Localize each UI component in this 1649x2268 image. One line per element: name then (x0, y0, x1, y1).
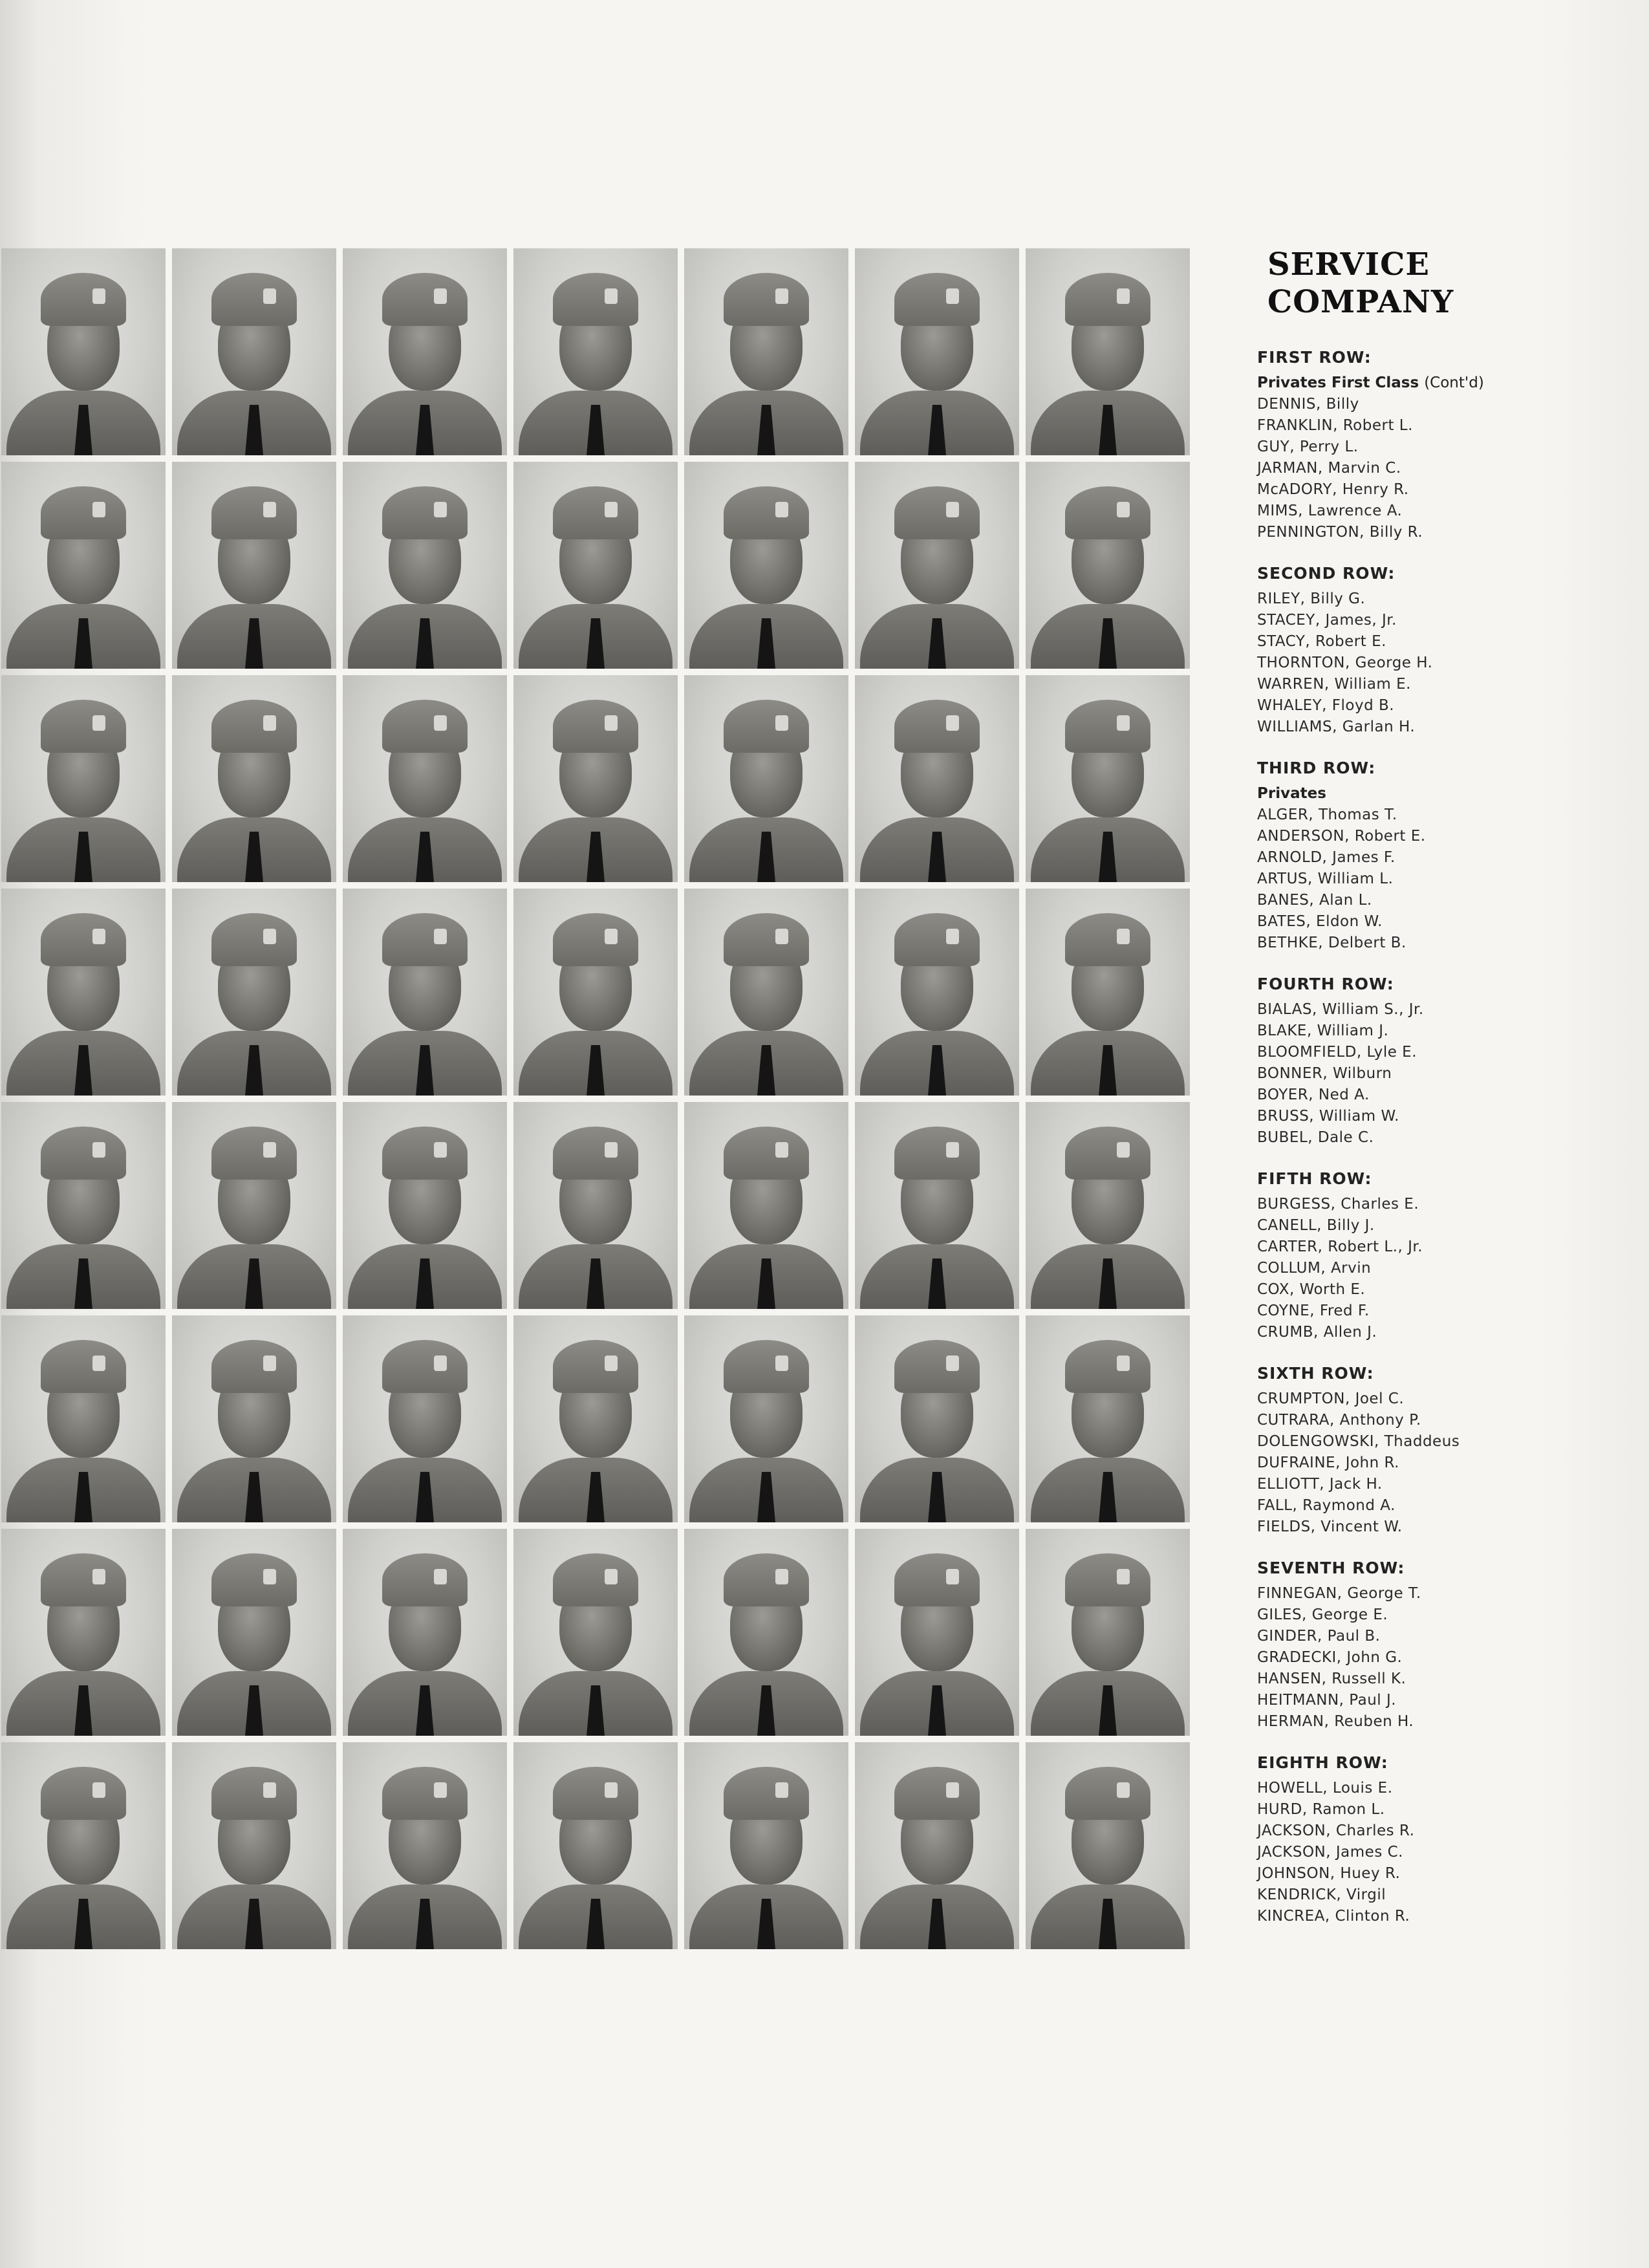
garrison-cap (724, 1767, 809, 1820)
cap-insignia-icon (775, 1355, 788, 1371)
garrison-cap (553, 486, 638, 539)
cap-insignia-icon (1117, 288, 1130, 304)
garrison-cap (41, 1340, 126, 1393)
garrison-cap (41, 1127, 126, 1180)
portrait-photo (684, 1529, 848, 1736)
portrait-photo (513, 675, 678, 882)
portrait-photo (172, 1102, 336, 1309)
portrait-photo (343, 248, 507, 455)
cap-insignia-icon (605, 1355, 618, 1371)
garrison-cap (894, 273, 980, 326)
garrison-cap (41, 1553, 126, 1606)
cap-insignia-icon (92, 1782, 105, 1798)
roster-name: BIALAS, William S., Jr. (1257, 1001, 1424, 1018)
cap-insignia-icon (263, 929, 276, 944)
portrait-photo (1, 248, 166, 455)
portrait-photo (172, 462, 336, 669)
cap-insignia-icon (92, 502, 105, 517)
portrait-photo (1026, 1102, 1190, 1309)
cap-insignia-icon (263, 1782, 276, 1798)
cap-insignia-icon (946, 1142, 959, 1158)
roster-section (1257, 347, 1619, 543)
roster-name: WILLIAMS, Garlan H. (1257, 718, 1416, 735)
cap-insignia-icon (92, 1142, 105, 1158)
garrison-cap (211, 1127, 297, 1180)
cap-insignia-icon (92, 1569, 105, 1584)
title-line-2: COMPANY (1267, 284, 1454, 320)
garrison-cap (894, 1340, 980, 1393)
portrait-photo (513, 889, 678, 1096)
roster-name: HERMAN, Reuben H. (1257, 1713, 1414, 1730)
roster-name: DOLENGOWSKI, Thaddeus (1257, 1433, 1460, 1450)
cap-insignia-icon (946, 929, 959, 944)
portrait-photo (1, 1742, 166, 1949)
roster-name: BUBEL, Dale C. (1257, 1129, 1374, 1146)
roster-name: FALL, Raymond A. (1257, 1497, 1396, 1514)
cap-insignia-icon (775, 1569, 788, 1584)
garrison-cap (553, 1340, 638, 1393)
roster-name: GILES, George E. (1257, 1606, 1388, 1623)
roster-name: JACKSON, James C. (1257, 1844, 1403, 1861)
garrison-cap (382, 1127, 468, 1180)
roster-section (1257, 1363, 1619, 1538)
portrait-photo (855, 462, 1019, 669)
portrait-photo (1, 1315, 166, 1522)
roster-name: COLLUM, Arvin (1257, 1260, 1372, 1277)
cap-insignia-icon (1117, 1142, 1130, 1158)
portrait-photo (684, 1742, 848, 1949)
rank-label: Privates (1257, 785, 1326, 802)
portrait-photo (1026, 1529, 1190, 1736)
garrison-cap (382, 1553, 468, 1606)
roster-name: CRUMB, Allen J. (1257, 1324, 1377, 1341)
roster-section (1257, 1752, 1619, 1927)
garrison-cap (382, 913, 468, 966)
portrait-photo (855, 889, 1019, 1096)
portrait-photo (1026, 462, 1190, 669)
portrait-photo (1, 1102, 166, 1309)
roster-name: PENNINGTON, Billy R. (1257, 524, 1423, 541)
cap-insignia-icon (434, 1355, 447, 1371)
garrison-cap (553, 1553, 638, 1606)
roster-section (1257, 1557, 1619, 1733)
garrison-cap (724, 486, 809, 539)
rank-note: (Cont'd) (1424, 374, 1484, 391)
garrison-cap (1065, 700, 1150, 753)
garrison-cap (211, 1340, 297, 1393)
roster-name: CANELL, Billy J. (1257, 1217, 1375, 1234)
garrison-cap (41, 273, 126, 326)
garrison-cap (1065, 1340, 1150, 1393)
cap-insignia-icon (1117, 1569, 1130, 1584)
row-heading: SIXTH ROW: (1257, 1364, 1374, 1383)
cap-insignia-icon (775, 715, 788, 731)
garrison-cap (724, 700, 809, 753)
roster-name: BATES, Eldon W. (1257, 913, 1383, 930)
roster-name: BURGESS, Charles E. (1257, 1196, 1419, 1213)
roster-name: DENNIS, Billy (1257, 396, 1359, 413)
garrison-cap (724, 913, 809, 966)
roster-name: FRANKLIN, Robert L. (1257, 417, 1413, 434)
garrison-cap (1065, 486, 1150, 539)
garrison-cap (894, 1127, 980, 1180)
portrait-photo (855, 1102, 1019, 1309)
row-heading: FIFTH ROW: (1257, 1169, 1372, 1188)
garrison-cap (382, 486, 468, 539)
portrait-photo (1, 889, 166, 1096)
roster-name: MIMS, Lawrence A. (1257, 502, 1403, 519)
cap-insignia-icon (1117, 929, 1130, 944)
garrison-cap (382, 273, 468, 326)
garrison-cap (553, 913, 638, 966)
garrison-cap (41, 1767, 126, 1820)
portrait-photo (343, 1742, 507, 1949)
roster-name: ARNOLD, James F. (1257, 849, 1396, 866)
portrait-photo (1, 675, 166, 882)
garrison-cap (724, 1127, 809, 1180)
cap-insignia-icon (434, 288, 447, 304)
cap-insignia-icon (775, 502, 788, 517)
cap-insignia-icon (434, 715, 447, 731)
cap-insignia-icon (263, 502, 276, 517)
cap-insignia-icon (434, 1782, 447, 1798)
roster-name: BANES, Alan L. (1257, 892, 1372, 909)
portrait-photo (1026, 675, 1190, 882)
roster-name: CRUMPTON, Joel C. (1257, 1390, 1405, 1407)
cap-insignia-icon (1117, 1782, 1130, 1798)
garrison-cap (553, 273, 638, 326)
roster-name: THORNTON, George H. (1257, 654, 1433, 671)
roster-name: HANSEN, Russell K. (1257, 1670, 1406, 1687)
garrison-cap (1065, 913, 1150, 966)
cap-insignia-icon (775, 1782, 788, 1798)
cap-insignia-icon (605, 1782, 618, 1798)
portrait-photo (855, 1529, 1019, 1736)
cap-insignia-icon (1117, 715, 1130, 731)
cap-insignia-icon (775, 1142, 788, 1158)
roster-name: KENDRICK, Virgil (1257, 1886, 1386, 1903)
garrison-cap (724, 1553, 809, 1606)
garrison-cap (211, 486, 297, 539)
roster-name: GRADECKI, John G. (1257, 1649, 1403, 1666)
portrait-photo (172, 889, 336, 1096)
cap-insignia-icon (775, 929, 788, 944)
cap-insignia-icon (946, 1355, 959, 1371)
roster-name: BLOOMFIELD, Lyle E. (1257, 1044, 1417, 1061)
cap-insignia-icon (434, 1569, 447, 1584)
garrison-cap (724, 1340, 809, 1393)
roster-name: CARTER, Robert L., Jr. (1257, 1238, 1423, 1255)
garrison-cap (894, 1767, 980, 1820)
cap-insignia-icon (605, 1142, 618, 1158)
cap-insignia-icon (946, 288, 959, 304)
portrait-photo (172, 675, 336, 882)
cap-insignia-icon (92, 929, 105, 944)
roster-name: ANDERSON, Robert E. (1257, 828, 1426, 845)
cap-insignia-icon (434, 502, 447, 517)
portrait-photo (684, 675, 848, 882)
cap-insignia-icon (263, 1355, 276, 1371)
roster-name: BRUSS, William W. (1257, 1108, 1399, 1125)
garrison-cap (724, 273, 809, 326)
roster-name: BONNER, Wilburn (1257, 1065, 1392, 1082)
cap-insignia-icon (263, 715, 276, 731)
roster-name: FINNEGAN, George T. (1257, 1585, 1421, 1602)
roster-section (1257, 757, 1619, 954)
garrison-cap (894, 700, 980, 753)
portrait-photo (513, 1742, 678, 1949)
portrait-photo (343, 889, 507, 1096)
rank-heading (1257, 373, 1619, 394)
garrison-cap (1065, 273, 1150, 326)
garrison-cap (211, 913, 297, 966)
cap-insignia-icon (263, 1569, 276, 1584)
garrison-cap (41, 486, 126, 539)
roster-name: WARREN, William E. (1257, 676, 1411, 693)
cap-insignia-icon (263, 288, 276, 304)
cap-insignia-icon (605, 288, 618, 304)
portrait-photo (1026, 1315, 1190, 1522)
portrait-photo (684, 1315, 848, 1522)
roster-section (1257, 973, 1619, 1149)
roster-name: FIELDS, Vincent W. (1257, 1518, 1403, 1535)
portrait-photo (684, 462, 848, 669)
row-heading: THIRD ROW: (1257, 759, 1376, 777)
garrison-cap (1065, 1767, 1150, 1820)
portrait-photo (513, 1315, 678, 1522)
portrait-photo (1, 462, 166, 669)
portrait-photo (172, 1529, 336, 1736)
portrait-photo (343, 675, 507, 882)
roster-name: JOHNSON, Huey R. (1257, 1865, 1401, 1882)
garrison-cap (211, 1553, 297, 1606)
roster-name: ARTUS, William L. (1257, 870, 1394, 887)
roster-name: WHALEY, Floyd B. (1257, 697, 1395, 714)
cap-insignia-icon (92, 288, 105, 304)
garrison-cap (553, 1767, 638, 1820)
cap-insignia-icon (605, 715, 618, 731)
roster-name: JACKSON, Charles R. (1257, 1822, 1415, 1839)
cap-insignia-icon (92, 1355, 105, 1371)
garrison-cap (382, 1767, 468, 1820)
roster-name: KINCREA, Clinton R. (1257, 1908, 1410, 1925)
roster-name: HURD, Ramon L. (1257, 1801, 1385, 1818)
row-heading: FOURTH ROW: (1257, 975, 1394, 993)
portrait-photo (1, 1529, 166, 1736)
garrison-cap (41, 700, 126, 753)
portrait-photo (343, 1102, 507, 1309)
roster-name: COX, Worth E. (1257, 1281, 1366, 1298)
roster-name: JARMAN, Marvin C. (1257, 460, 1401, 477)
row-heading: FIRST ROW: (1257, 348, 1372, 367)
cap-insignia-icon (92, 715, 105, 731)
garrison-cap (894, 1553, 980, 1606)
roster-section (1257, 563, 1619, 738)
roster-section (1257, 1168, 1619, 1343)
page-title (1267, 246, 1619, 321)
cap-insignia-icon (263, 1142, 276, 1158)
portrait-photo (513, 248, 678, 455)
roster-name: GUY, Perry L. (1257, 438, 1359, 455)
portrait-photo (855, 1742, 1019, 1949)
rank-label: Privates First Class (1257, 374, 1419, 391)
portrait-photo (1026, 248, 1190, 455)
cap-insignia-icon (605, 502, 618, 517)
cap-insignia-icon (946, 715, 959, 731)
cap-insignia-icon (946, 1782, 959, 1798)
cap-insignia-icon (946, 1569, 959, 1584)
garrison-cap (1065, 1553, 1150, 1606)
cap-insignia-icon (1117, 1355, 1130, 1371)
portrait-photo (684, 1102, 848, 1309)
cap-insignia-icon (434, 929, 447, 944)
roster-name: STACEY, James, Jr. (1257, 612, 1397, 629)
roster-name: BLAKE, William J. (1257, 1022, 1389, 1039)
row-heading: SEVENTH ROW: (1257, 1559, 1405, 1577)
portrait-photo (1026, 1742, 1190, 1949)
garrison-cap (41, 913, 126, 966)
cap-insignia-icon (1117, 502, 1130, 517)
portrait-photo (684, 889, 848, 1096)
roster-name: BETHKE, Delbert B. (1257, 934, 1406, 951)
garrison-cap (894, 486, 980, 539)
roster-column (1257, 246, 1619, 1947)
roster-name: ALGER, Thomas T. (1257, 806, 1397, 823)
garrison-cap (382, 1340, 468, 1393)
portrait-photo (513, 462, 678, 669)
portrait-photo (172, 1742, 336, 1949)
cap-insignia-icon (946, 502, 959, 517)
portrait-photo (1026, 889, 1190, 1096)
cap-insignia-icon (775, 288, 788, 304)
cap-insignia-icon (605, 1569, 618, 1584)
roster-name: CUTRARA, Anthony P. (1257, 1412, 1421, 1429)
roster-name: GINDER, Paul B. (1257, 1628, 1381, 1645)
portrait-photo (684, 248, 848, 455)
portrait-photo (513, 1102, 678, 1309)
portrait-photo (513, 1529, 678, 1736)
row-heading: EIGHTH ROW: (1257, 1753, 1388, 1772)
portrait-photo (172, 1315, 336, 1522)
garrison-cap (211, 1767, 297, 1820)
roster-name: DUFRAINE, John R. (1257, 1454, 1399, 1471)
rank-heading (1257, 783, 1619, 805)
roster-name: McADORY, Henry R. (1257, 481, 1409, 498)
roster-name: HEITMANN, Paul J. (1257, 1692, 1397, 1709)
roster-name: RILEY, Billy G. (1257, 590, 1366, 607)
garrison-cap (211, 700, 297, 753)
garrison-cap (553, 1127, 638, 1180)
roster-name: ELLIOTT, Jack H. (1257, 1476, 1383, 1493)
garrison-cap (382, 700, 468, 753)
garrison-cap (211, 273, 297, 326)
portrait-photo (855, 675, 1019, 882)
portrait-photo (172, 248, 336, 455)
roster-sections (1257, 347, 1619, 1927)
garrison-cap (553, 700, 638, 753)
cap-insignia-icon (434, 1142, 447, 1158)
cap-insignia-icon (605, 929, 618, 944)
portrait-photo (343, 462, 507, 669)
roster-name: HOWELL, Louis E. (1257, 1780, 1393, 1797)
row-heading: SECOND ROW: (1257, 564, 1396, 583)
portrait-grid (1, 248, 1191, 1956)
garrison-cap (894, 913, 980, 966)
portrait-photo (855, 248, 1019, 455)
portrait-photo (343, 1315, 507, 1522)
roster-name: BOYER, Ned A. (1257, 1086, 1370, 1103)
roster-name: COYNE, Fred F. (1257, 1302, 1370, 1319)
title-line-1: SERVICE (1267, 246, 1430, 283)
portrait-photo (855, 1315, 1019, 1522)
roster-name: STACY, Robert E. (1257, 633, 1386, 650)
garrison-cap (1065, 1127, 1150, 1180)
portrait-photo (343, 1529, 507, 1736)
